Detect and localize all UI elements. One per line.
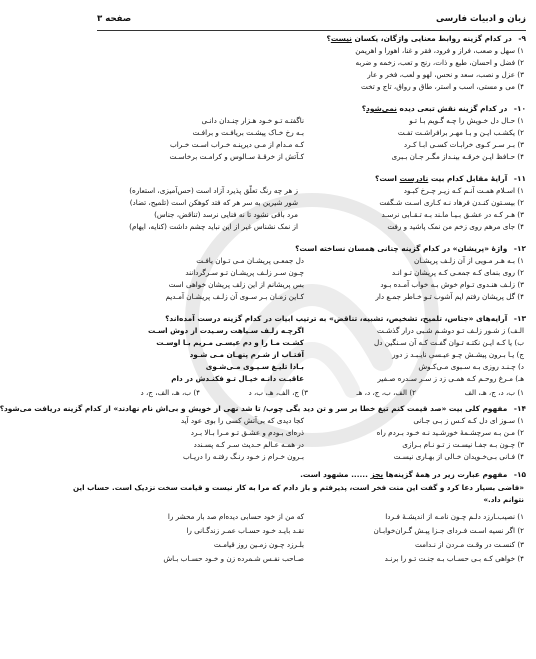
question-number: ۱۳- — [513, 314, 526, 323]
question-11 — [97, 174, 526, 183]
question-text: آرایه‌های «جناس، تلمیح، تشخیص، تشبیه، تناقض» به ترتیب ابیات در کدام گزینه درست آمده‌اند؟ — [165, 314, 508, 323]
question-12 — [97, 244, 526, 253]
q14-option-3[interactable]: ۳) چـون بـه جفـا نیسـت ز تـو نـام بـرازی — [402, 440, 524, 449]
question-text: در کدام گزینه روابط معنایی واژگان، یکسان — [354, 34, 512, 43]
q11-pair-4: از نمک نشناس غیر از این نباید چشم داشت (کنایه، ایهام) — [129, 222, 298, 231]
question-10 — [97, 104, 526, 113]
question-negation: نمی‌شود — [366, 104, 397, 113]
q10-option-3[interactable]: ۳) بـر سـر کـوی خرابـات کسـی ابـا کـرد — [403, 140, 524, 149]
question-end: است؟ — [375, 174, 397, 183]
q14-pair-4: بـرون خـرام ز خـود رنـگ رفتـه را دریـاب — [183, 452, 304, 461]
q14-pair-3: در همـه عـالم حـدیث سـر کـه پسـندد — [193, 440, 304, 449]
question-negation: نیست — [330, 34, 352, 43]
q10-pair-1: ناگفتـه تـو خـود هـزار چنـدان دانـی — [201, 116, 304, 125]
q10-option-1[interactable]: ۱) حـال دل خـویش را چـه گـویم بـا تـو — [409, 116, 524, 125]
question-end: ؟ — [361, 104, 367, 113]
q11-pair-1: ز هر چه رنگ تعلّق پذیرد آزاد است (حس‌آمیزی، استعاره) — [129, 186, 298, 195]
q10-pair-2: بـه رخ خـاک پیشـت بریافـت و برافـت — [192, 128, 304, 137]
question-end: ؟ — [326, 34, 331, 43]
q14-pair-2: ذره‌ای بـودم و عشـق تـو مـرا بـالا بـرد — [190, 428, 304, 437]
question-13 — [97, 314, 526, 323]
q12-pair-4: کـاین زمـان بـر سـوی آن زلـف پریشـان آمـدیم — [165, 292, 304, 301]
q15-pair-3: بلـرزد چـون زمـین روز قیامـت — [213, 540, 304, 549]
question-emphasis: بجز — [370, 470, 384, 479]
q13-verse-d-pair: بـاد‌ا تلیـغ سـیـوی مـی‌شـوی — [205, 362, 304, 371]
q10-pair-3: کـه مـدام از مـی دیرینـه خـراب اسـت خـراب — [170, 140, 304, 149]
q11-pair-2: شور شیرین به سر هر که فتد کوهکن است (تلمیح، تضاد) — [129, 198, 298, 207]
q9-option-4[interactable]: ۴) می و مستی، اسب و استر، طاق و رواق، تاج و تخت — [361, 82, 524, 91]
q13-verse-b: ب) یا کـه ایـن نکتـه تـوان گفـت کـه آن سـنگین دل — [374, 338, 524, 347]
q12-option-2[interactable]: ۲) روی بنمای کـه جمعـی کـه پریشان تـو انـد — [391, 268, 524, 277]
question-text: واژهٔ «پریشان» در کدام گزینه چنانی همسان نساخته است؟ — [295, 244, 508, 253]
q15-option-3[interactable]: ۳) کنسـت در وقـت مـردن از نـدامت — [415, 540, 524, 549]
question-number: ۱۴- — [513, 404, 526, 413]
question-text: مفهوم عبارت زیر در همهٔ گزینه‌ها — [385, 470, 508, 479]
question-number: ۱۲- — [513, 244, 526, 253]
q11-option-3[interactable]: ۳) هـر کـه در عشـق بـیـا ماـند بـه تـقـابی نرسـد — [381, 210, 524, 219]
q12-option-1[interactable]: ۱) بـه هـر مـویی از آن زلـف پریشـان — [413, 256, 524, 265]
q9-option-2[interactable]: ۲) فضل و احسان، طبع و ذات، رنج و تعب، زخمه و ضربه — [355, 58, 524, 67]
q13-verse-e-pair: عاقبـت دانـه خیـال تـو فکنـدش در دام — [171, 374, 304, 383]
q10-option-4[interactable]: ۴) حـافظ ایـن خرقـه بینـداز مگـر جـان بـبری — [391, 152, 524, 161]
question-9 — [97, 34, 526, 43]
q14-option-1[interactable]: ۱) سـوز ای دل کـه کـس ز بـی جـانی — [413, 416, 524, 425]
q12-pair-2: چـون سـر زلـف پریشـان تـو سـرگردانند — [185, 268, 304, 277]
q14-option-2[interactable]: ۲) مـن بـه سرچشـمهٔ خورشـید نـه خـود بـردم راه — [376, 428, 524, 437]
q11-pair-3: مرد باقی نشود تا نه فنایی نرسد (تناقض، جناس) — [154, 210, 298, 219]
q13-option-4[interactable]: ۴) ب، هـ، الف، ج، د — [140, 388, 200, 397]
q13-option-1[interactable]: ۱) ب، د، ج، هـ، الف — [464, 388, 524, 397]
question-number: ۱۱- — [513, 174, 526, 183]
q9-option-1[interactable]: ۱) سهل و صعب، فراز و فرود، فقر و غنا، اهورا و اهریمن — [355, 46, 524, 55]
q14-option-4[interactable]: ۴) فـانی بـی‌خـویدان خـالی از بهـاری نیسـت — [393, 452, 524, 461]
page-header — [97, 14, 526, 28]
q13-verse-a: الـف) ز شـور زلـف تـو دوشـم شـبی درار گذشـت — [376, 326, 524, 335]
q12-pair-1: دل جمعـی پریشـان مـی تـوان یافـت — [196, 256, 304, 265]
q13-verse-a-pair: اگرچـه زلـف سـیاهت رسـیدت از دوش اسـت — [148, 326, 304, 335]
q13-verse-c-pair: آفتـاب از شـرم پنهـان مـی شـود — [189, 350, 304, 359]
q10-pair-4: کـآتش از خرقـهٔ سـالوس و کرامـت برخاسـت — [169, 152, 304, 161]
q15-pair-2: نقـد بایـد خـود حسـاب عمـر زندگـانی را — [186, 526, 304, 535]
q15-pair-1: که من از خود حسابی دیده‌ام صد بار محشر را — [167, 512, 304, 521]
question-number: ۹- — [518, 34, 526, 43]
question-14 — [0, 404, 526, 413]
q13-verse-e: هـ) مـرغ روحـم کـه همـی زد ز سـر سـدره صـفیر — [377, 374, 524, 383]
question-text: مفهوم کلی بیت «صد قیمت کنم تیغ خطا بر سر و تن دید بگی چوب/ تا شد نهی از خویش و بی‌اش نام نهادند» از کدام گزینه دریافت می‌شود؟ — [0, 404, 508, 413]
header-divider — [97, 30, 526, 31]
q13-option-2[interactable]: ۲) الف، ب، ج، د، هـ — [356, 388, 416, 397]
q12-option-4[interactable]: ۴) گل پریشان رفتم ایم آشوب تـو خـاطر جمـع دار — [375, 292, 524, 301]
q11-option-4[interactable]: ۴) جای مرهم روی زخم من نمک پاشید و رفت — [387, 222, 524, 231]
q9-option-3[interactable]: ۳) عزل و نصب، سعد و نحس، لهو و لعب، فخر و عار — [367, 70, 524, 79]
q13-verse-c: ج) یـا بـرون پیشـش چـو عیـسی نایـبـد ز دور — [392, 350, 524, 359]
question-text: در کدام گزینه نقش تبعی دیده — [399, 104, 508, 113]
q15-quote-line-2: نتوانم داد.» — [483, 495, 524, 504]
q12-option-3[interactable]: ۳) زلـف هنـدوی تـوام خوش بـه خواب آمـده بـود — [380, 280, 524, 289]
page-number: صفحه ۳ — [97, 14, 132, 24]
q15-option-2[interactable]: ۲) اگر نسیه اسـت فـردای جـزا پیـش گـران‌خوابـان — [373, 526, 524, 535]
q11-option-1[interactable]: ۱) اسـلام همـت آنـم کـه زیـر چـرخ کبـود — [403, 186, 524, 195]
question-number: ۱۵- — [513, 470, 526, 479]
question-end: ...... مشهود است. — [300, 470, 368, 479]
q15-quote-line-1: «فاضی بسیار دعا کرد و گفت این منت فخر است، پذیرفتم و باز دادم که مرا به کار نیست و قیامت سخت نزدیک است. حساب این — [72, 483, 524, 492]
question-15 — [97, 470, 526, 479]
q11-option-2[interactable]: ۲) بیسـتون کنـدن فرهاد نـه کـاری اسـت شـگفت — [379, 198, 524, 207]
q14-pair-1: کجا دیدی که بی‌آتش کسی را بوی عود آید — [180, 416, 304, 425]
question-number: ۱۰- — [513, 104, 526, 113]
q13-verse-b-pair: کشـت مـا را و دم عیسـی مـریم بـا اوسـت — [156, 338, 304, 347]
q10-option-2[interactable]: ۲) یکشـب ایـن و بـا مهـر برافراشـت تفـت — [397, 128, 524, 137]
q15-pair-4: صـاحب نفـس شـمرده زن و خـود حسـاب بـاش — [163, 554, 304, 563]
q15-option-1[interactable]: ۱) نصیب‌ـارزد دلـم چـون نامـه از اندیشـهٔ فـردا — [385, 512, 524, 521]
q13-verse-d: د) چـنـد روزی بـه سـبوی مـی‌کـوش — [418, 362, 524, 371]
question-text: آرایهٔ مقابل کدام بیت — [430, 174, 508, 183]
q12-pair-3: بس پریشانم از این زلف پریشان خواهی است — [168, 280, 304, 289]
subject-title: زبان و ادبیات فارسی — [436, 14, 526, 24]
q15-option-4[interactable]: ۴) خواهی کـه بـی حسـاب بـه جنـت تـو را برنـد — [384, 554, 524, 563]
q13-option-3[interactable]: ۳) ج، الف، هـ، ب، د — [248, 388, 308, 397]
question-negation: نادرست — [399, 174, 429, 183]
